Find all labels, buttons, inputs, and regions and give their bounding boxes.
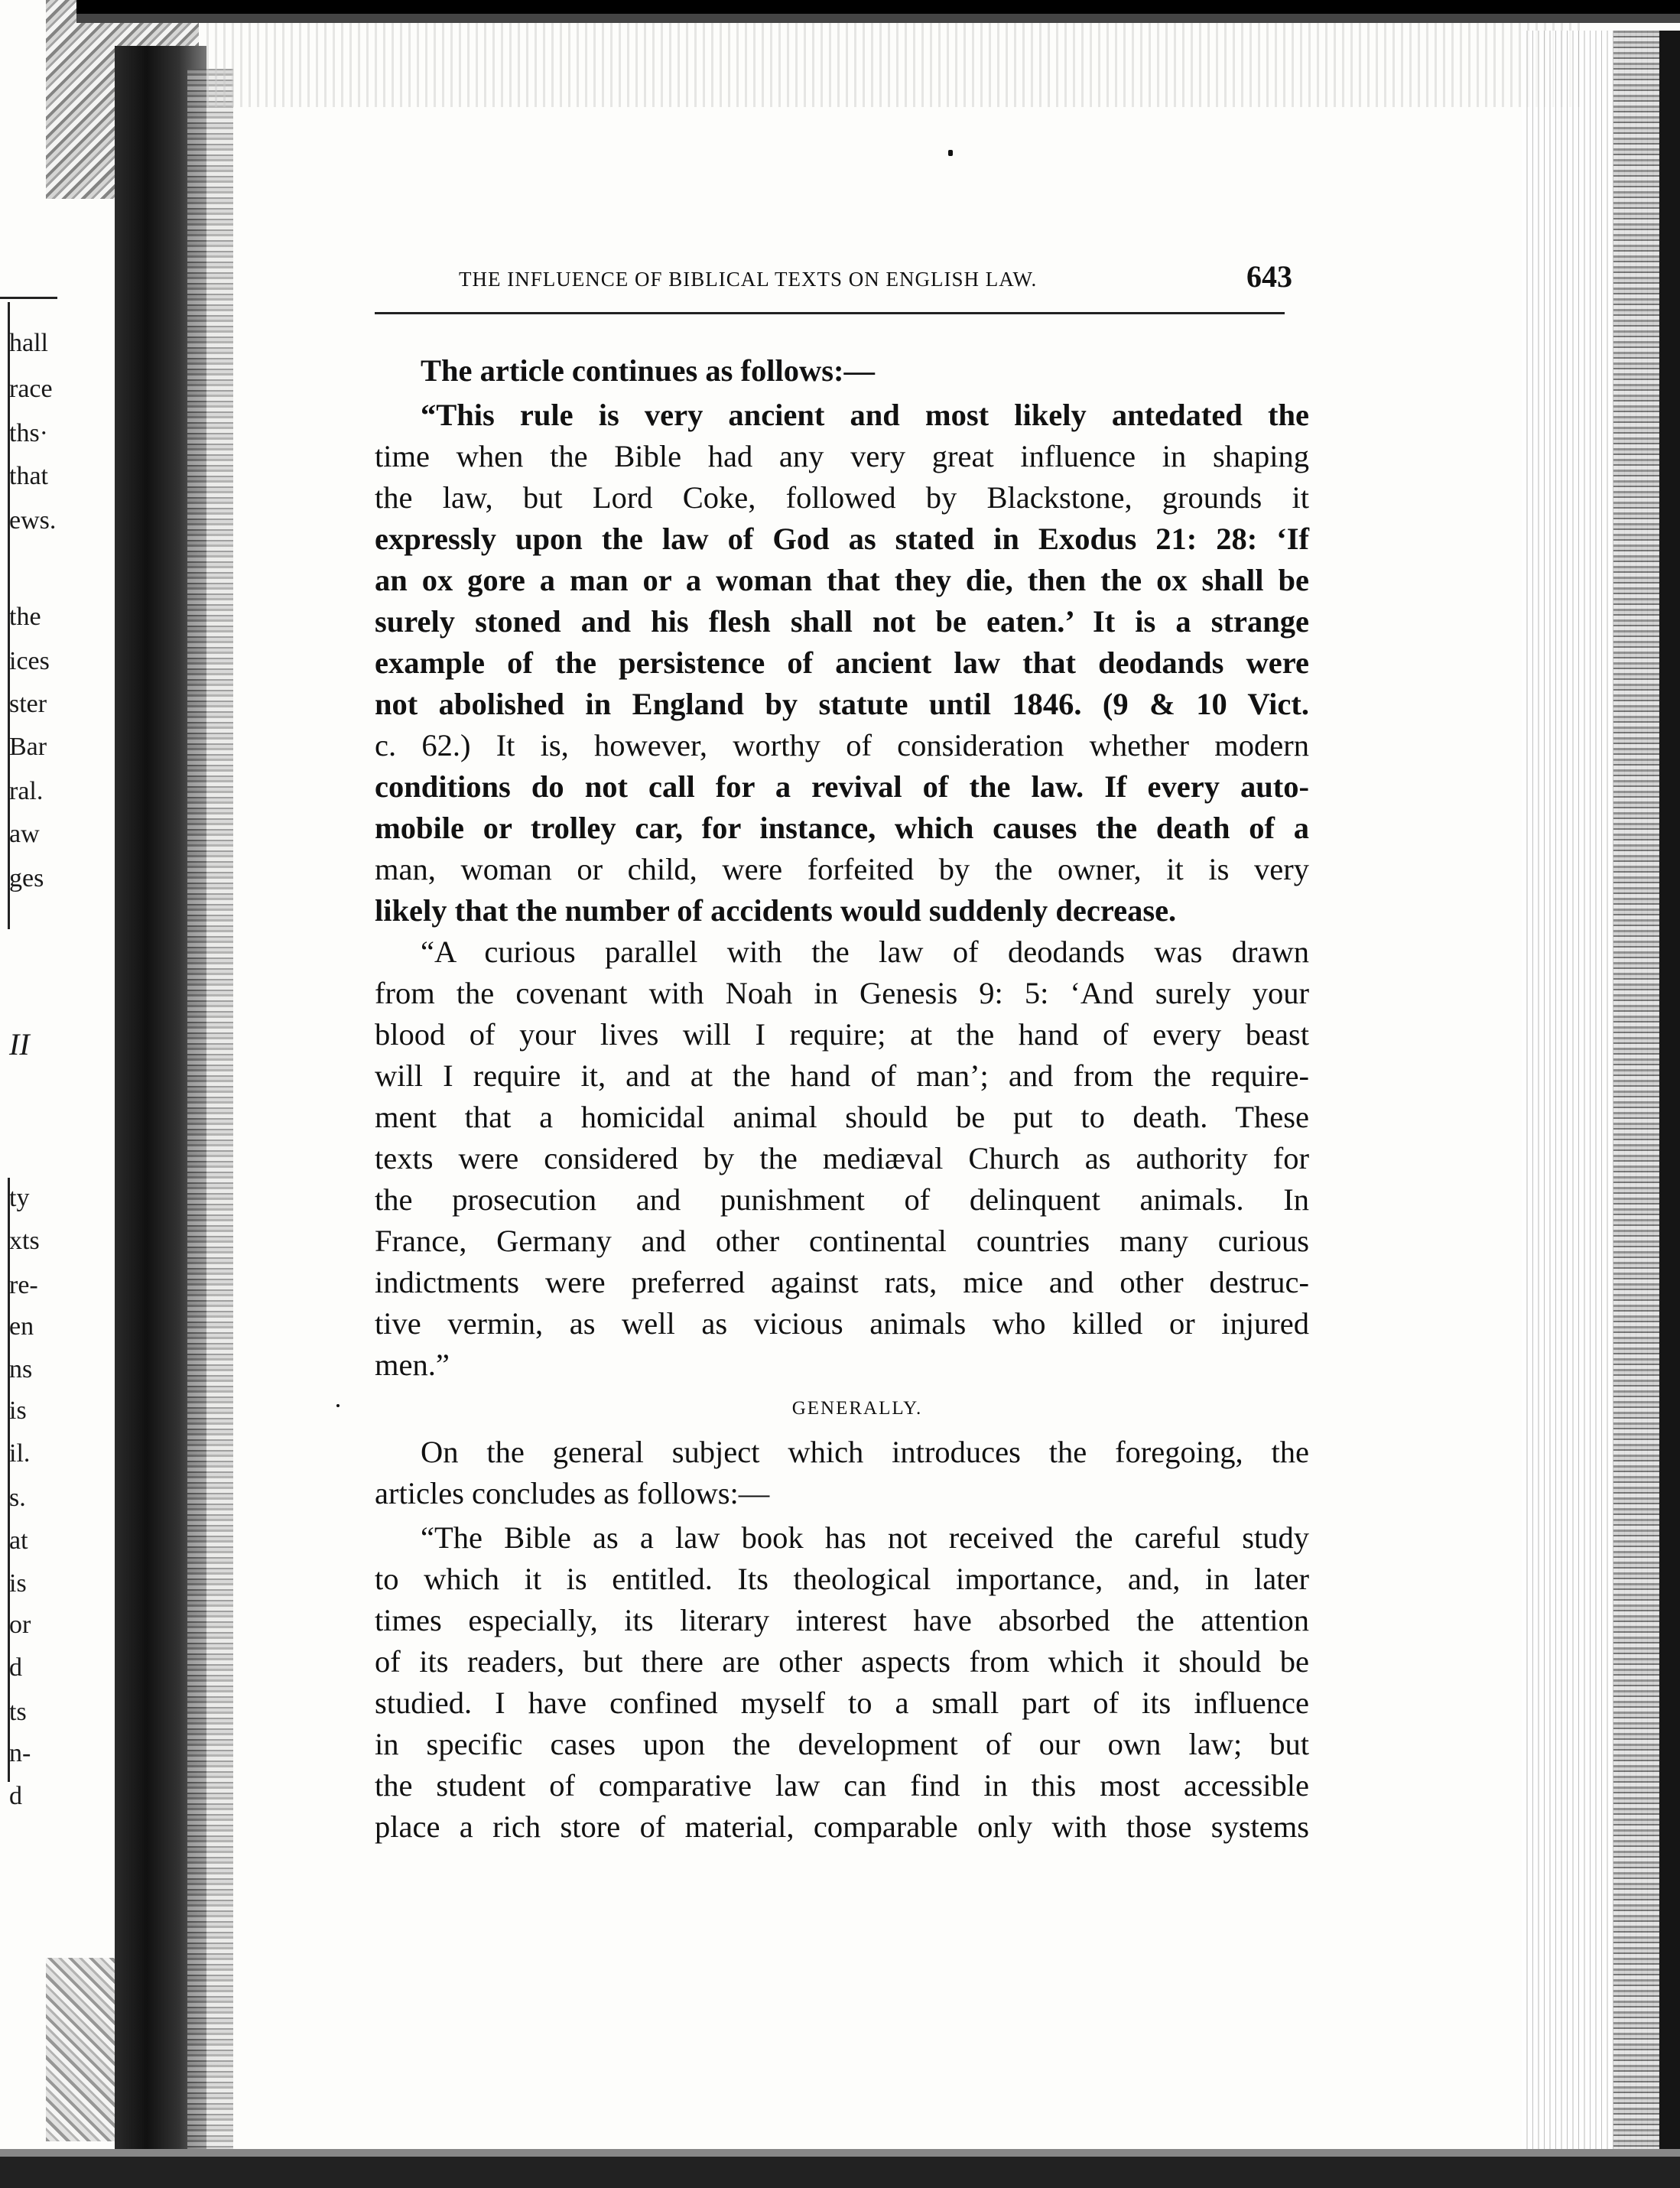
facing-fragment: at [9, 1526, 28, 1555]
text-line: studied. I have confined myself to a small part of its influence [375, 1686, 1309, 1720]
facing-fragment: is [9, 1569, 27, 1598]
bottom-page-edge [0, 2126, 1680, 2188]
section-heading: GENERALLY. [791, 1398, 923, 1419]
text-line: “This rule is very ancient and most likely antedated the [421, 398, 1309, 432]
body-text [375, 350, 1309, 1848]
text-line: to which it is entitled. Its theological importance, and, in later [375, 1562, 1309, 1596]
page-header [459, 258, 1292, 297]
text-line: times especially, its literary interest have absorbed the attention [375, 1603, 1309, 1637]
facing-fragment: il. [9, 1439, 31, 1468]
paragraph-general [375, 1432, 1309, 1514]
text-line: the law, but Lord Coke, followed by Blackstone, grounds it [375, 480, 1309, 515]
paragraph-bible-law-book [375, 1517, 1309, 1848]
facing-fragment: that [9, 462, 48, 490]
text-line: expressly upon the law of God as stated in Exodus 21: 28: ‘If [375, 522, 1309, 556]
scan-speck [336, 1404, 340, 1407]
facing-fragment: s. [9, 1484, 26, 1512]
text-line: blood of your lives will I require; at the hand of every beast [375, 1017, 1309, 1052]
intro-line: The article continues as follows:— [421, 353, 875, 388]
text-line: likely that the number of accidents would suddenly decrease. [375, 893, 1177, 928]
facing-fragment: ews. [9, 506, 57, 535]
facing-fragment: hall [9, 329, 48, 357]
facing-fragment: ths· [9, 419, 48, 447]
scan-speck [948, 150, 953, 156]
facing-fragment: en [9, 1312, 34, 1341]
text-line: men.” [375, 1348, 450, 1382]
facing-fragment: is [9, 1396, 27, 1425]
right-border [1659, 31, 1680, 2157]
facing-page-rule [0, 297, 57, 299]
facing-fragment: the [9, 603, 41, 631]
text-line: place a rich store of material, comparable only with those systems [375, 1809, 1309, 1844]
facing-fragment: ster [9, 690, 47, 718]
text-line: time when the Bible had any very great influence in shaping [375, 439, 1309, 473]
text-line: example of the persistence of ancient law that deodands were [375, 645, 1309, 680]
facing-fragment: aw [9, 820, 40, 848]
text-line: France, Germany and other continental countries many curious [375, 1224, 1309, 1258]
text-line: “The Bible as a law book has not received the careful study [421, 1520, 1309, 1555]
text-line: texts were considered by the mediæval Church as authority for [375, 1141, 1309, 1175]
text-line: c. 62.) It is, however, worthy of consideration whether modern [375, 728, 1309, 762]
facing-fragment: II [9, 1027, 30, 1061]
text-line: an ox gore a man or a woman that they die, then the ox shall be [375, 563, 1309, 597]
facing-fragment: re- [9, 1271, 38, 1299]
text-line: from the covenant with Noah in Genesis 9: 5: ‘And surely your [375, 976, 1309, 1010]
text-line: the prosecution and punishment of delinquent animals. In [375, 1182, 1309, 1217]
paragraph-noah [375, 931, 1309, 1386]
text-line: indictments were preferred against rats, mice and other destruc- [375, 1265, 1309, 1299]
header-rule [375, 312, 1285, 314]
text-line: will I require it, and at the hand of man’; and from the require- [375, 1058, 1309, 1093]
facing-fragment: ral. [9, 777, 44, 805]
facing-fragment: n- [9, 1739, 31, 1767]
text-line: articles concludes as follows:— [375, 1476, 770, 1510]
text-line: mobile or trolley car, for instance, which causes the death of a [375, 811, 1309, 845]
text-line: the student of comparative law can find in this most accessible [375, 1768, 1309, 1803]
text-line: of its readers, but there are other aspects from which it should be [375, 1644, 1309, 1679]
page-number: 643 [1246, 259, 1292, 294]
facing-fragment: race [9, 375, 53, 403]
facing-page-margin-line-lower [8, 1178, 10, 1782]
text-line: not abolished in England by statute until 1846. (9 & 10 Vict. [375, 687, 1309, 721]
facing-fragment: or [9, 1611, 31, 1639]
facing-fragment: ns [9, 1355, 33, 1383]
facing-fragment: ices [9, 647, 50, 675]
text-line: On the general subject which introduces the foregoing, the [421, 1435, 1309, 1469]
text-line: tive vermin, as well as vicious animals who killed or injured [375, 1306, 1309, 1341]
paragraph-deodands [375, 395, 1309, 931]
text-line: “A curious parallel with the law of deodands was drawn [421, 935, 1309, 969]
facing-fragment: Bar [9, 733, 47, 761]
text-line: conditions do not call for a revival of the law. If every auto- [375, 769, 1309, 804]
spine-texture [187, 69, 233, 2149]
facing-fragment: d [9, 1653, 22, 1682]
facing-fragment: ts [9, 1698, 27, 1726]
facing-fragment: d [9, 1782, 22, 1810]
facing-fragment: ty [9, 1184, 30, 1212]
text-line: man, woman or child, were forfeited by the owner, it is very [375, 852, 1309, 886]
text-line: surely stoned and his flesh shall not be eaten.’ It is a strange [375, 604, 1309, 639]
top-edge-noise [206, 23, 1583, 107]
running-head: THE INFLUENCE OF BIBLICAL TEXTS ON ENGLISH LAW. [459, 268, 1038, 291]
facing-fragment: xts [9, 1227, 40, 1255]
text-line: in specific cases upon the development of our own law; but [375, 1727, 1309, 1761]
facing-fragment: ges [9, 864, 44, 892]
text-line: ment that a homicidal animal should be put to death. These [375, 1100, 1309, 1134]
